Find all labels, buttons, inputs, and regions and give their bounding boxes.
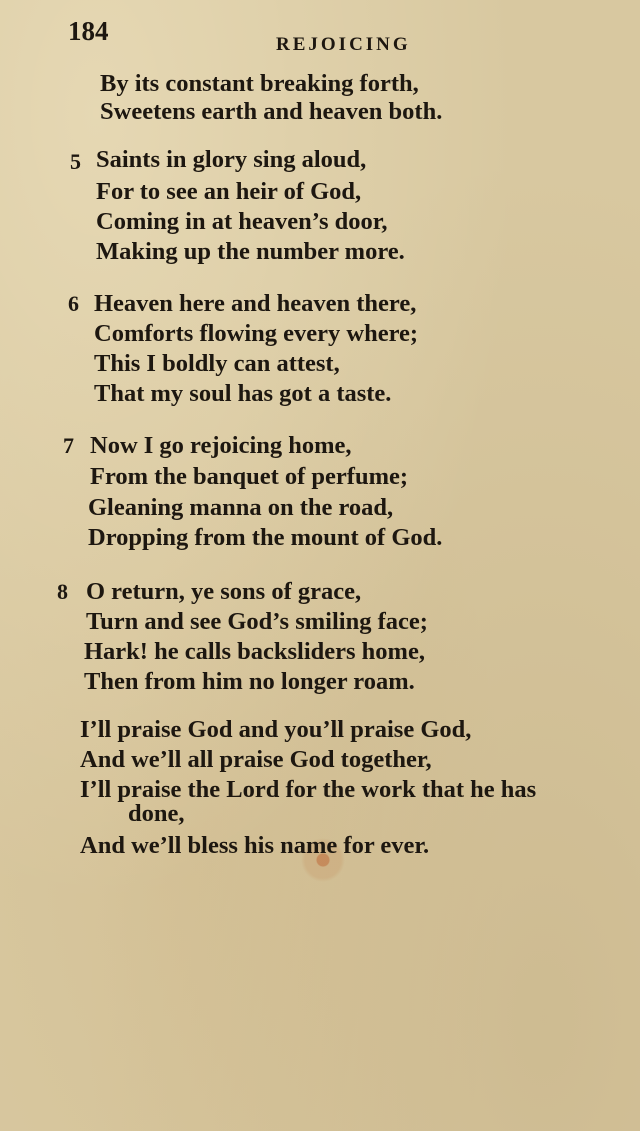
verse-line: That my soul has got a taste. [94, 380, 392, 407]
verse-line: Comforts flowing every where; [94, 320, 419, 347]
verse-line: Gleaning manna on the road, [88, 494, 394, 521]
chorus-line: I’ll praise the Lord for the work that he has [80, 776, 537, 803]
verse-number: 5 [70, 149, 81, 174]
verse-line: Now I go rejoicing home, [90, 432, 352, 459]
verse-line: Dropping from the mount of God. [88, 524, 443, 551]
verse-line: Hark! he calls backsliders home, [84, 638, 425, 665]
verse-line: This I boldly can attest, [94, 350, 340, 377]
verse-number: 7 [63, 433, 74, 458]
chorus-line: I’ll praise God and you’ll praise God, [80, 716, 472, 743]
verse-line: Then from him no longer roam. [84, 668, 415, 695]
verse-line: Turn and see God’s smiling face; [86, 608, 428, 635]
verse-number: 8 [57, 579, 68, 604]
chorus-line: And we’ll bless his name for ever. [80, 832, 430, 859]
running-title: REJOICING [276, 34, 411, 55]
verse-line: Making up the number more. [96, 238, 405, 265]
verse-line: By its constant breaking forth, [100, 70, 419, 97]
verse-line: O return, ye sons of grace, [86, 578, 362, 605]
verse-line: Coming in at heaven’s door, [96, 208, 388, 235]
verse-line: Heaven here and heaven there, [94, 290, 417, 317]
verse-number: 6 [68, 291, 79, 316]
verse-line: From the banquet of perfume; [90, 463, 409, 490]
chorus-line: And we’ll all praise God together, [80, 746, 432, 773]
page-number: 184 [68, 16, 109, 46]
verse-line: Saints in glory sing aloud, [96, 146, 367, 173]
chorus-line: done, [128, 800, 185, 827]
verse-line: For to see an heir of God, [96, 178, 362, 205]
verse-line: Sweetens earth and heaven both. [100, 98, 443, 125]
